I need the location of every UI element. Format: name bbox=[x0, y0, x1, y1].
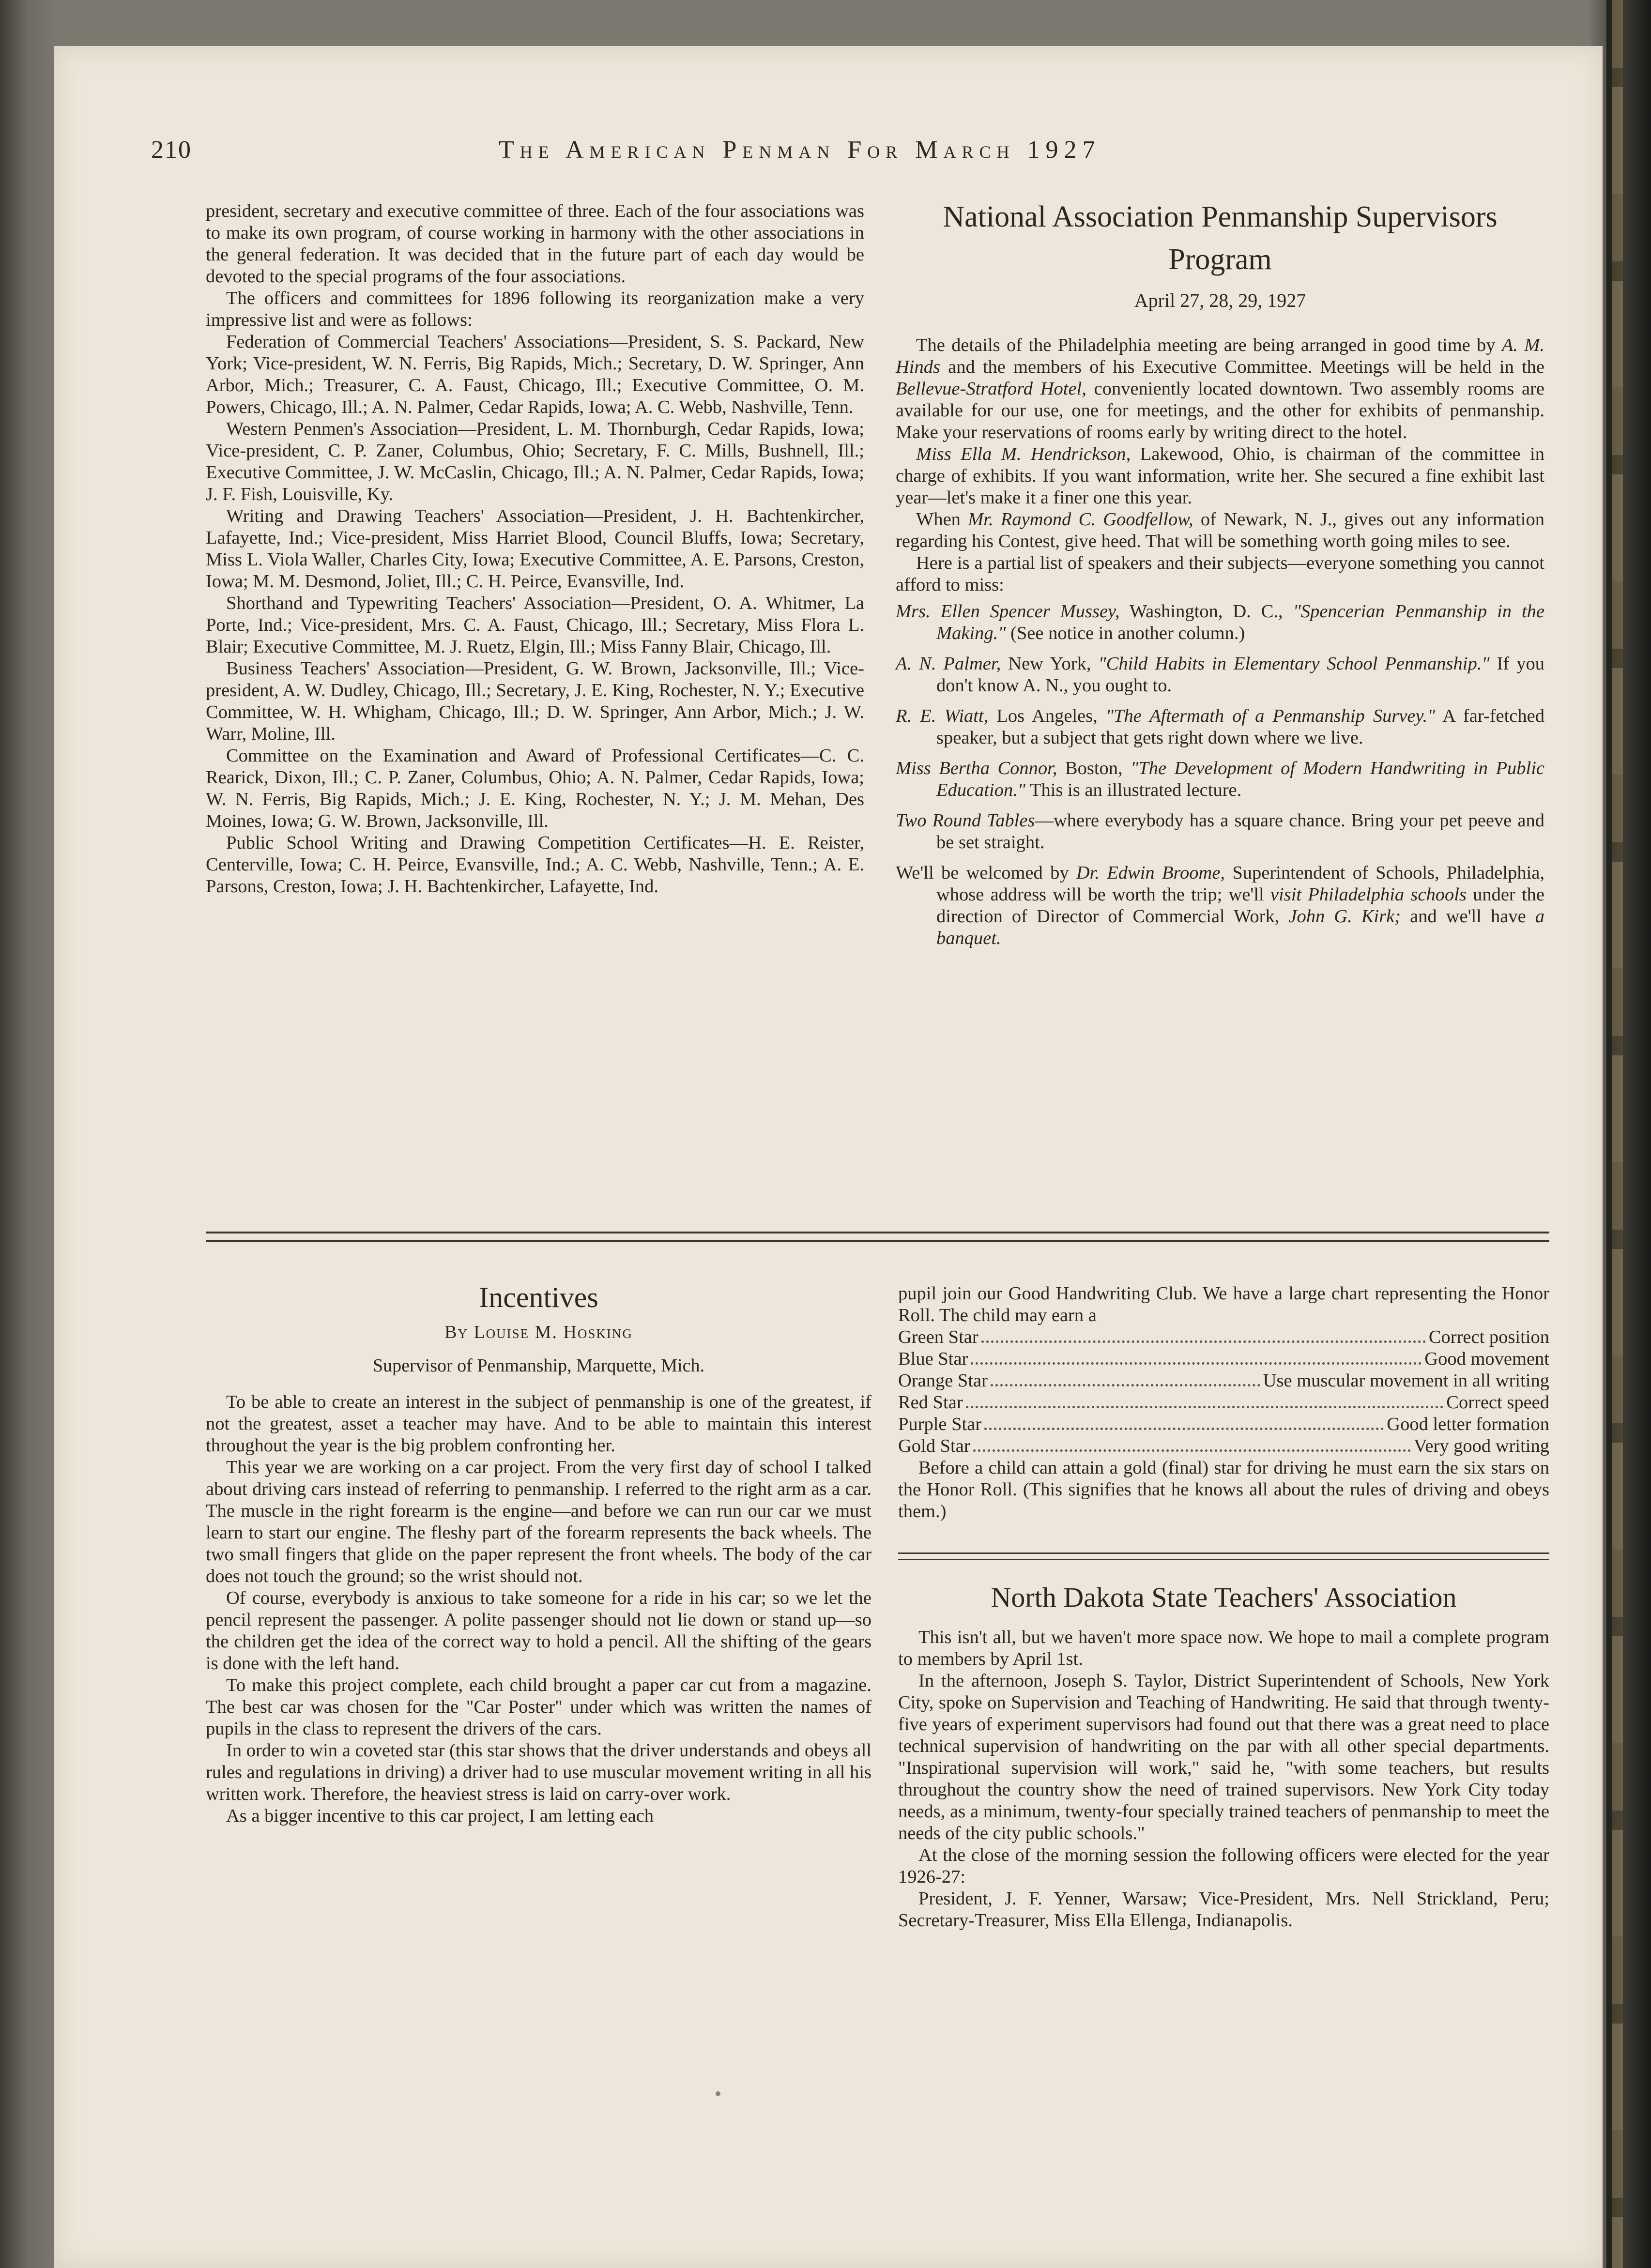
print-speck bbox=[716, 2091, 720, 2096]
paragraph: Public School Writing and Drawing Competition Certificates—H. E. Reister, Centerville, Iowa; C. H. Peirce, Evansville, Ind.; A. C. Webb, Nashville, Tenn.; A. E. Parsons, Creston, Iowa; J. H. Bachtenkircher, Lafayette, Ind. bbox=[206, 833, 864, 897]
star-row: Blue Star Good movement bbox=[898, 1349, 1549, 1369]
star-row: Orange Star Use muscular movement in all writing bbox=[898, 1370, 1549, 1391]
paragraph: To be able to create an interest in the subject of penmanship is one of the greatest, if not the greatest, asset a teacher may have. And to be able to maintain this interest throughout the year is the big problem confronting her. bbox=[206, 1392, 871, 1456]
paragraph: This isn't all, but we haven't more space now. We hope to mail a complete program to members by April 1st. bbox=[898, 1627, 1549, 1669]
paragraph: Shorthand and Typewriting Teachers' Association—President, O. A. Whitmer, La Porte, Ind.; Vice-president, Mrs. C. A. Faust, Chicago, Ill.; Secretary, Miss Flora L. Blair; Executive Committee, M. J. Ruetz, Elgin, Ill.; Miss Fanny Blair, Chicago, Ill. bbox=[206, 593, 864, 657]
star-row: Red Star Correct speed bbox=[898, 1392, 1549, 1413]
paragraph: pupil join our Good Handwriting Club. We have a large chart representing the Honor Roll. The child may earn a bbox=[898, 1283, 1549, 1325]
paragraph: This year we are working on a car project. From the very first day of school I talked about driving cars instead of referring to penmanship. I referred to the right arm as a car. The muscle in the right forearm is the engine—and before we can run our car we must learn to start our engine. The fleshy part of the forearm represents the back wheels. The two small fingers that glide on the paper represent the front wheels. The body of the car does not touch the ground; so the wrist should not. bbox=[206, 1457, 871, 1586]
paragraph: Business Teachers' Association—President, G. W. Brown, Jacksonville, Ill.; Vice-president, A. W. Dudley, Chicago, Ill.; Secretary, J. E. King, Rochester, N. Y.; Executive Committee, W. H. Whigham, Chicago, Ill.; D. W. Springer, Ann Arbor, Mich.; J. W. Warr, Moline, Ill. bbox=[206, 658, 864, 744]
speaker-entry: A. N. Palmer, New York, "Child Habits in Elementary School Penmanship." If you don't know A. N., you ought to. bbox=[896, 654, 1544, 696]
paragraph: In order to win a coveted star (this star shows that the driver understands and obeys all rules and regulations in driving) a driver had to use muscular movement writing in all his written work. Therefore, the heaviest stress is laid on carry-over work. bbox=[206, 1740, 871, 1804]
paragraph: Of course, everybody is anxious to take someone for a ride in his car; so we let the pencil represent the passenger. A polite passenger should not lie down or stand up—so the children get the idea of the correct way to hold a pencil. All the shifting of the gears is done with the left hand. bbox=[206, 1588, 871, 1674]
running-title: The American Penman For March 1927 bbox=[499, 136, 1101, 164]
section-divider bbox=[898, 1553, 1549, 1560]
binding-edge bbox=[1612, 0, 1623, 2268]
paragraph: The officers and committees for 1896 following its reorganization make a very impressive list and were as follows: bbox=[206, 288, 864, 330]
paragraph: President, J. F. Yenner, Warsaw; Vice-President, Mrs. Nell Strickland, Peru; Secretary-Treasurer, Miss Ella Ellenga, Indianapolis. bbox=[898, 1888, 1549, 1931]
paragraph: As a bigger incentive to this car project, I am letting each bbox=[226, 1806, 654, 1826]
page-number: 210 bbox=[151, 136, 192, 164]
paragraph: Committee on the Examination and Award of Professional Certificates—C. C. Rearick, Dixon, Ill.; C. P. Zaner, Columbus, Ohio; A. N. Palmer, Cedar Rapids, Iowa; W. N. Ferris, Big Rapids, Mich.; J. E. King, Rochester, N. Y.; J. M. Mehan, Des Moines, Iowa; G. W. Brown, Jacksonville, Ill. bbox=[206, 746, 864, 831]
star-row: Purple Star Good letter formation bbox=[898, 1414, 1549, 1434]
star-list bbox=[898, 1326, 1549, 1457]
napsp-article bbox=[896, 196, 1544, 958]
speaker-entry: Miss Bertha Connor, Boston, "The Development of Modern Handwriting in Public Education." This is an illustrated lecture. bbox=[896, 758, 1544, 800]
paragraph: When Mr. Raymond C. Goodfellow, of Newark, N. J., gives out any information regarding his Contest, give heed. That will be something worth going miles to see. bbox=[896, 509, 1544, 551]
article-title: Incentives bbox=[479, 1281, 598, 1313]
byline: By Louise M. Hosking bbox=[444, 1322, 633, 1342]
section-divider bbox=[206, 1232, 1549, 1242]
article-title: National Association Penmanship Supervisors Program bbox=[943, 200, 1498, 276]
article-title: North Dakota State Teachers' Association bbox=[991, 1582, 1457, 1613]
running-header bbox=[151, 136, 1260, 169]
incentives-article bbox=[206, 1278, 871, 1827]
star-row: Gold Star Very good writing bbox=[898, 1436, 1549, 1456]
paragraph: Western Penmen's Association—President, L. M. Thornburgh, Cedar Rapids, Iowa; Vice-president, C. P. Zaner, Columbus, Ohio; Secretary, F. C. Mills, Bushnell, Ill.; Executive Committee, J. W. McCaslin, Chicago, Ill.; A. N. Palmer, Cedar Rapids, Iowa; J. F. Fish, Louisville, Ky. bbox=[206, 419, 864, 504]
paragraph: Miss Ella M. Hendrickson, Lakewood, Ohio, is chairman of the committee in charge of exhibits. If you want information, write her. She secured a fine exhibit last year—let's make it a finer one this year. bbox=[896, 444, 1544, 508]
closing-paragraph: We'll be welcomed by Dr. Edwin Broome, Superintendent of Schools, Philadelphia, whose address will be worth the trip; we'll visit Philadelphia schools under the direction of Director of Commercial Work, John G. Kirk; and we'll have a banquet. bbox=[896, 863, 1544, 948]
paragraph: At the close of the morning session the following officers were elected for the year 1926-27: bbox=[898, 1845, 1549, 1887]
paragraph: The details of the Philadelphia meeting are being arranged in good time by A. M. Hinds and the members of his Executive Committee. Meetings will be held in the Bellevue-Stratford Hotel, conveniently located downtown. Two assembly rooms are available for our use, one for meetings, and the other for exhibits of penmanship. Make your reservations of rooms early by writing direct to the hotel. bbox=[896, 335, 1544, 442]
paragraph: Before a child can attain a gold (final) star for driving he must earn the six stars on the Honor Roll. (This signifies that he knows all about the rules of driving and obeys them.) bbox=[898, 1458, 1549, 1522]
right-bottom-column bbox=[898, 1283, 1549, 1522]
paragraph: In the afternoon, Joseph S. Taylor, District Superintendent of Schools, New York City, spoke on Supervision and Teaching of Handwriting. He said that through twenty-five years of experiment supervisors had found out that there was a great need to place technical supervision of handwriting on the par with all other special departments. "Inspirational supervision will work," said he, "with some teachers, but results throughout the country show the need of trained supervisors. New York City today needs, as a minimum, twenty-four specially trained teachers of penmanship to meet the needs of the city public schools." bbox=[898, 1671, 1549, 1843]
star-row: Green Star Correct position bbox=[898, 1327, 1549, 1347]
speaker-entry: Two Round Tables—where everybody has a square chance. Bring your pet peeve and be set straight. bbox=[896, 810, 1544, 852]
paragraph: To make this project complete, each child brought a paper car cut from a magazine. The best car was chosen for the "Car Poster" under which was written the names of pupils in the class to represent the drivers of the cars. bbox=[206, 1675, 871, 1739]
author-position: Supervisor of Penmanship, Marquette, Mich. bbox=[373, 1355, 704, 1376]
paragraph: Federation of Commercial Teachers' Associations—President, S. S. Packard, New York; Vice-president, W. N. Ferris, Big Rapids, Mich.; Secretary, D. W. Springer, Ann Arbor, Mich.; Treasurer, C. A. Faust, Chicago, Ill.; Executive Committee, O. M. Powers, Chicago, Ill.; A. N. Palmer, Cedar Rapids, Iowa; A. C. Webb, Nashville, Tenn. bbox=[206, 332, 864, 417]
speaker-entry: Mrs. Ellen Spencer Mussey, Washington, D. C., "Spencerian Penmanship in the Making." (See notice in another column.) bbox=[896, 601, 1544, 643]
speaker-entry: R. E. Wiatt, Los Angeles, "The Aftermath of a Penmanship Survey." A far-fetched speaker, but a subject that gets right down where we live. bbox=[896, 706, 1544, 748]
paragraph: Writing and Drawing Teachers' Association—President, J. H. Bachtenkircher, Lafayette, Ind.; Vice-president, Miss Harriet Blood, Council Bluffs, Iowa; Secretary, Miss L. Viola Waller, Charles City, Iowa; Executive Committee, A. E. Parsons, Creston, Iowa; M. M. Desmond, Joliet, Ill.; C. H. Peirce, Evansville, Ind. bbox=[206, 506, 864, 592]
history-column bbox=[206, 200, 864, 898]
article-date: April 27, 28, 29, 1927 bbox=[1134, 289, 1306, 311]
paragraph: Here is a partial list of speakers and their subjects—everyone something you cannot afford to miss: bbox=[896, 553, 1544, 595]
north-dakota-article bbox=[898, 1578, 1549, 1932]
paragraph: president, secretary and executive committee of three. Each of the four associations was to make its own program, of course working in harmony with the other associations in the general federation. It was decided that in the future part of each day would be devoted to the special programs of the four associations. bbox=[206, 201, 864, 287]
